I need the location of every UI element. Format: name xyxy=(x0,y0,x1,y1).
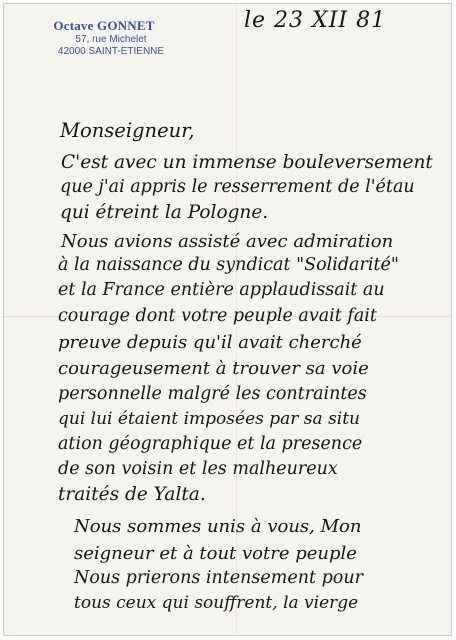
letter-line: C'est avec un immense bouleversement xyxy=(61,152,433,173)
letter-line: Nous sommes unis à vous, Mon xyxy=(74,516,362,537)
letter-line: de son voisin et les malheureux xyxy=(58,459,338,479)
letter-line: à la naissance du syndicat "Solidarité" xyxy=(58,255,399,275)
letter-line: preuve depuis qu'il avait cherché xyxy=(58,332,362,353)
letter-line: courageusement à trouver sa voie xyxy=(58,358,369,379)
letterhead-name: Octave GONNET xyxy=(53,18,155,33)
salutation-line: Monseigneur, xyxy=(60,119,195,142)
letter-line: seigneur et à tout votre peuple xyxy=(74,543,357,564)
letter-page xyxy=(3,3,452,636)
letter-line: et la France entière applaudissait au xyxy=(58,280,385,300)
letter-line: Nous avions assisté avec admiration xyxy=(61,231,394,252)
letter-line: ation géographique et la presence xyxy=(58,434,363,454)
letter-line: Nous prierons intensement pour xyxy=(74,568,363,588)
letter-line: traités de Yalta. xyxy=(58,484,206,505)
letter-line: qui lui étaient imposées par sa situ xyxy=(58,409,361,429)
letter-line: tous ceux qui souffrent, la vierge xyxy=(74,593,359,613)
letterhead-city: 42000 SAINT-ETIENNE xyxy=(57,46,165,57)
letter-line: que j'ai appris le resserrement de l'étau xyxy=(60,177,415,197)
ink-bleed-through xyxy=(254,32,439,122)
letter-line: qui étreint la Pologne. xyxy=(60,202,269,223)
letter-line: courage dont votre peuple avait fait xyxy=(58,306,377,326)
letterhead xyxy=(29,18,179,58)
letter-date: le 23 XII 81 xyxy=(244,8,387,33)
letterhead-street: 57, rue Michelet xyxy=(75,34,147,45)
letter-line: personnelle malgré les contraintes xyxy=(58,384,367,404)
